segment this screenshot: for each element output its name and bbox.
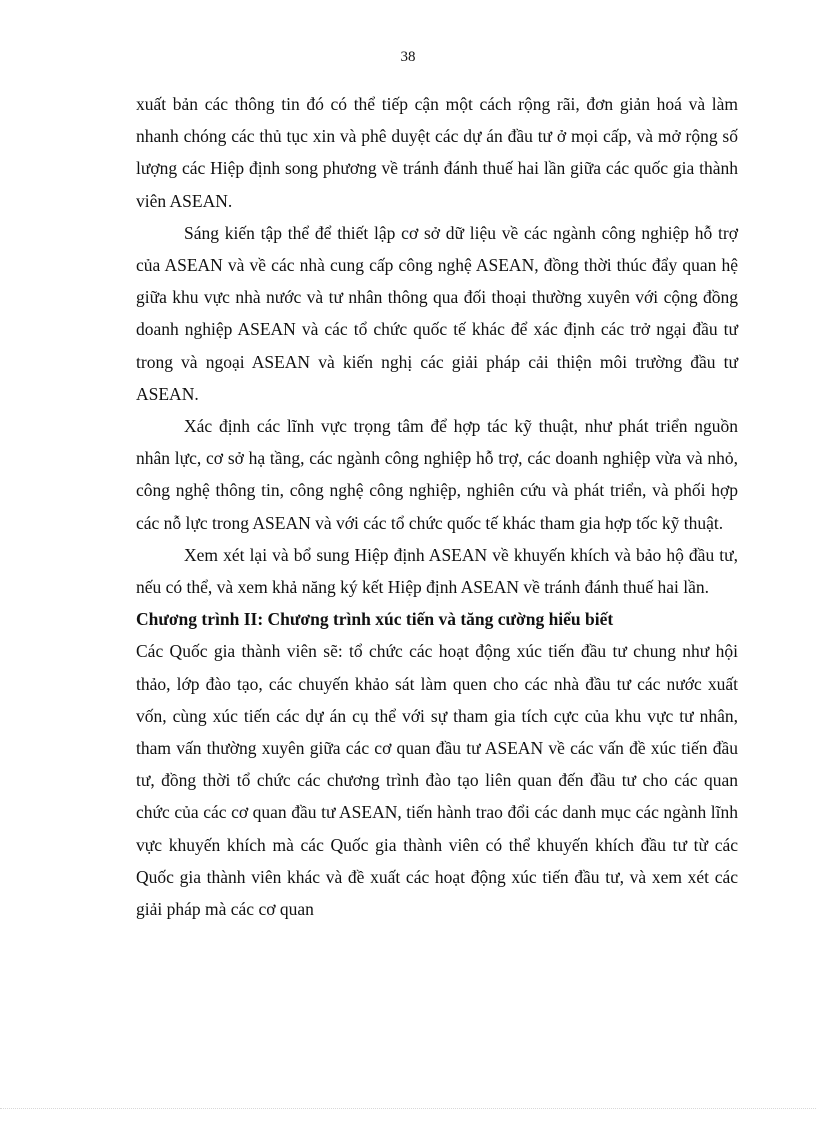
paragraph-5: Các Quốc gia thành viên sẽ: tổ chức các hoạt động xúc tiến đầu tư chung như hội thảo, lớp đào tạo, các chuyến khảo sát làm quen cho các nhà đầu tư các nước xuất vốn, cùng xúc tiến các dự án cụ thể với sự tham gia tích cực của khu vực tư nhân, tham vấn thường xuyên giữa các cơ quan đầu tư ASEAN về các vấn đề xúc tiến đầu tư, đồng thời tổ chức các chương trình đào tạo liên quan đến đầu tư cho các quan chức của các cơ quan đầu tư ASEAN, tiến hành trao đổi các danh mục các ngành lĩnh vực khuyến khích mà các Quốc gia thành viên có thể khuyến khích đầu tư từ các Quốc gia thành viên khác và đề xuất các hoạt động xúc tiến đầu tư, và xem xét các giải pháp mà các cơ quan — [136, 641, 738, 920]
paragraph-2: Sáng kiến tập thể để thiết lập cơ sở dữ liệu về các ngành công nghiệp hỗ trợ của ASEAN và về các nhà cung cấp công nghệ ASEAN, đồng thời thúc đẩy quan hệ giữa khu vực nhà nước và tư nhân thông qua đối thoại thường xuyên với cộng đồng doanh nghiệp ASEAN và các tổ chức quốc tế khác để xác định các trở ngại đầu tư trong và ngoại ASEAN và kiến nghị các giải pháp cải thiện môi trường đầu tư ASEAN. — [136, 222, 738, 404]
page-bottom-divider — [0, 1108, 816, 1109]
paragraph-3: Xác định các lĩnh vực trọng tâm để hợp tác kỹ thuật, như phát triển nguồn nhân lực, cơ sở hạ tầng, các ngành công nghiệp hỗ trợ, các doanh nghiệp vừa và nhỏ, công nghệ thông tin, công nghệ công nghiệp, nghiên cứu và phát triển, và phối hợp các nỗ lực trong ASEAN và với các tổ chức quốc tế khác tham gia hợp tốc kỹ thuật. — [136, 416, 738, 533]
paragraph-4: Xem xét lại và bổ sung Hiệp định ASEAN về khuyến khích và bảo hộ đầu tư, nếu có thể, và xem khả năng ký kết Hiệp định ASEAN về tránh đánh thuế hai lần. — [136, 544, 738, 598]
page-number: 38 — [400, 49, 416, 65]
section-heading: Chương trình II: Chương trình xúc tiến và tăng cường hiểu biết — [136, 609, 614, 630]
paragraph-1: xuất bản các thông tin đó có thể tiếp cận một cách rộng rãi, đơn giản hoá và làm nhanh chóng các thủ tục xin và phê duyệt các dự án đầu tư ở mọi cấp, và mở rộng số lượng các Hiệp định song phương về tránh đánh thuế hai lần giữa các quốc gia thành viên ASEAN. — [136, 94, 738, 211]
document-body — [136, 88, 738, 925]
